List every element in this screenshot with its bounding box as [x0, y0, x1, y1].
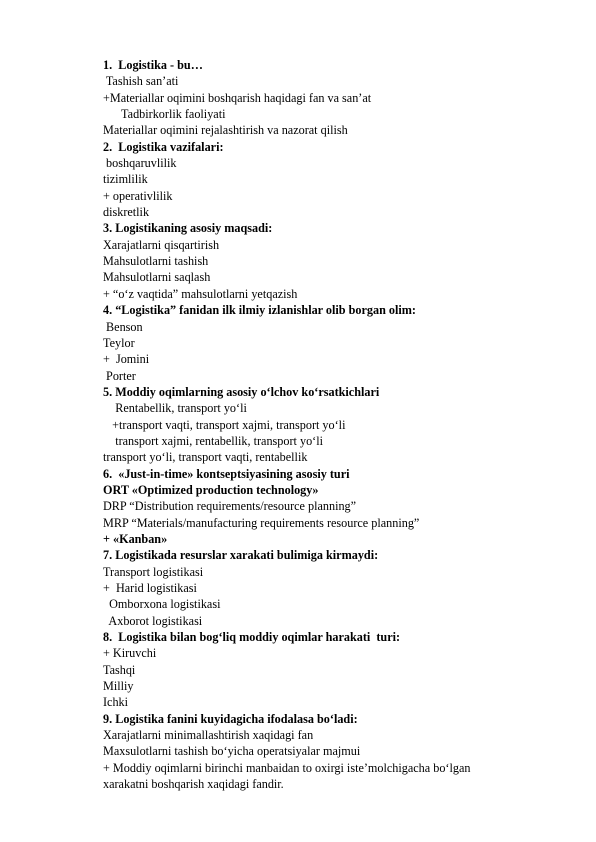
answer-option: Rentabellik, transport yo‘li — [103, 401, 247, 416]
answer-option: + Kiruvchi — [103, 646, 157, 661]
quiz-content — [103, 57, 543, 792]
answer-option: +Materiallar oqimini boshqarish haqidagi fan va san’at — [103, 90, 372, 105]
question-heading: 9. Logistika fanini kuyidagicha ifodalasa bo‘ladi: — [103, 711, 358, 726]
answer-option: Materiallar oqimini rejalashtirish va nazorat qilish — [103, 123, 348, 138]
question-heading: + «Kanban» — [103, 531, 168, 546]
answer-option: MRP “Materials/manufacturing requirements resource planning” — [103, 515, 420, 530]
answer-option: Xarajatlarni minimallashtirish xaqidagi fan — [103, 728, 314, 743]
question-heading: 7. Logistikada resurslar xarakati bulimiga kirmaydi: — [103, 548, 379, 563]
answer-option: + operativlilik — [103, 188, 173, 203]
answer-option: xarakatni boshqarish xaqidagi fandir. — [103, 777, 284, 792]
answer-option: Tashqi — [103, 662, 136, 677]
answer-option: + Harid logistikasi — [103, 581, 197, 595]
answer-option: Xarajatlarni qisqartirish — [103, 237, 220, 252]
question-heading: 4. “Logistika” fanidan ilk ilmiy izlanishlar olib borgan olim: — [103, 303, 416, 318]
question-heading: ORT «Optimized production technology» — [103, 482, 319, 497]
answer-option: + Jomini — [103, 352, 150, 367]
answer-option: Teylor — [103, 335, 135, 350]
answer-option: transport yo‘li, transport vaqti, rentabellik — [103, 450, 308, 465]
answer-option: Mahsulotlarni saqlash — [103, 270, 211, 285]
answer-option: Transport logistikasi — [103, 564, 204, 579]
question-heading: 2. Logistika vazifalari: — [103, 139, 224, 154]
answer-option: tizimlilik — [103, 172, 148, 187]
answer-option: Mahsulotlarni tashish — [103, 254, 209, 269]
answer-option: boshqaruvlilik — [103, 156, 177, 171]
question-heading: 1. Logistika - bu… — [103, 58, 203, 72]
answer-option: transport xajmi, rentabellik, transport yo‘li — [103, 433, 323, 448]
answer-option: DRP “Distribution requirements/resource planning” — [103, 499, 357, 514]
answer-option: Milliy — [103, 679, 134, 694]
question-heading: 5. Moddiy oqimlarning asosiy o‘lchov ko‘rsatkichlari — [103, 384, 380, 399]
answer-option: +transport vaqti, transport xajmi, transport yo‘li — [103, 417, 346, 432]
answer-option: Tadbirkorlik faoliyati — [103, 107, 226, 122]
answer-option: Benson — [103, 319, 143, 334]
question-heading: 8. Logistika bilan bog‘liq moddiy oqimlar harakati turi: — [103, 630, 401, 645]
answer-option: Tashish san’ati — [103, 74, 179, 89]
answer-option: + “o‘z vaqtida” mahsulotlarni yetqazish — [103, 286, 298, 301]
question-heading: 3. Logistikaning asosiy maqsadi: — [103, 221, 273, 236]
answer-option: + Moddiy oqimlarni birinchi manbaidan to oxirgi iste’molchigacha bo‘lgan — [103, 760, 471, 775]
answer-option: Ichki — [103, 695, 129, 710]
answer-option: Axborot logistikasi — [103, 613, 203, 628]
answer-option: Maxsulotlarni tashish bo‘yicha operatsiyalar majmui — [103, 744, 361, 759]
question-heading: 6. «Just-in-time» kontseptsiyasining asosiy turi — [103, 466, 350, 481]
answer-option: Porter — [103, 368, 136, 383]
answer-option: Omborxona logistikasi — [103, 597, 221, 612]
answer-option: diskretlik — [103, 205, 150, 220]
